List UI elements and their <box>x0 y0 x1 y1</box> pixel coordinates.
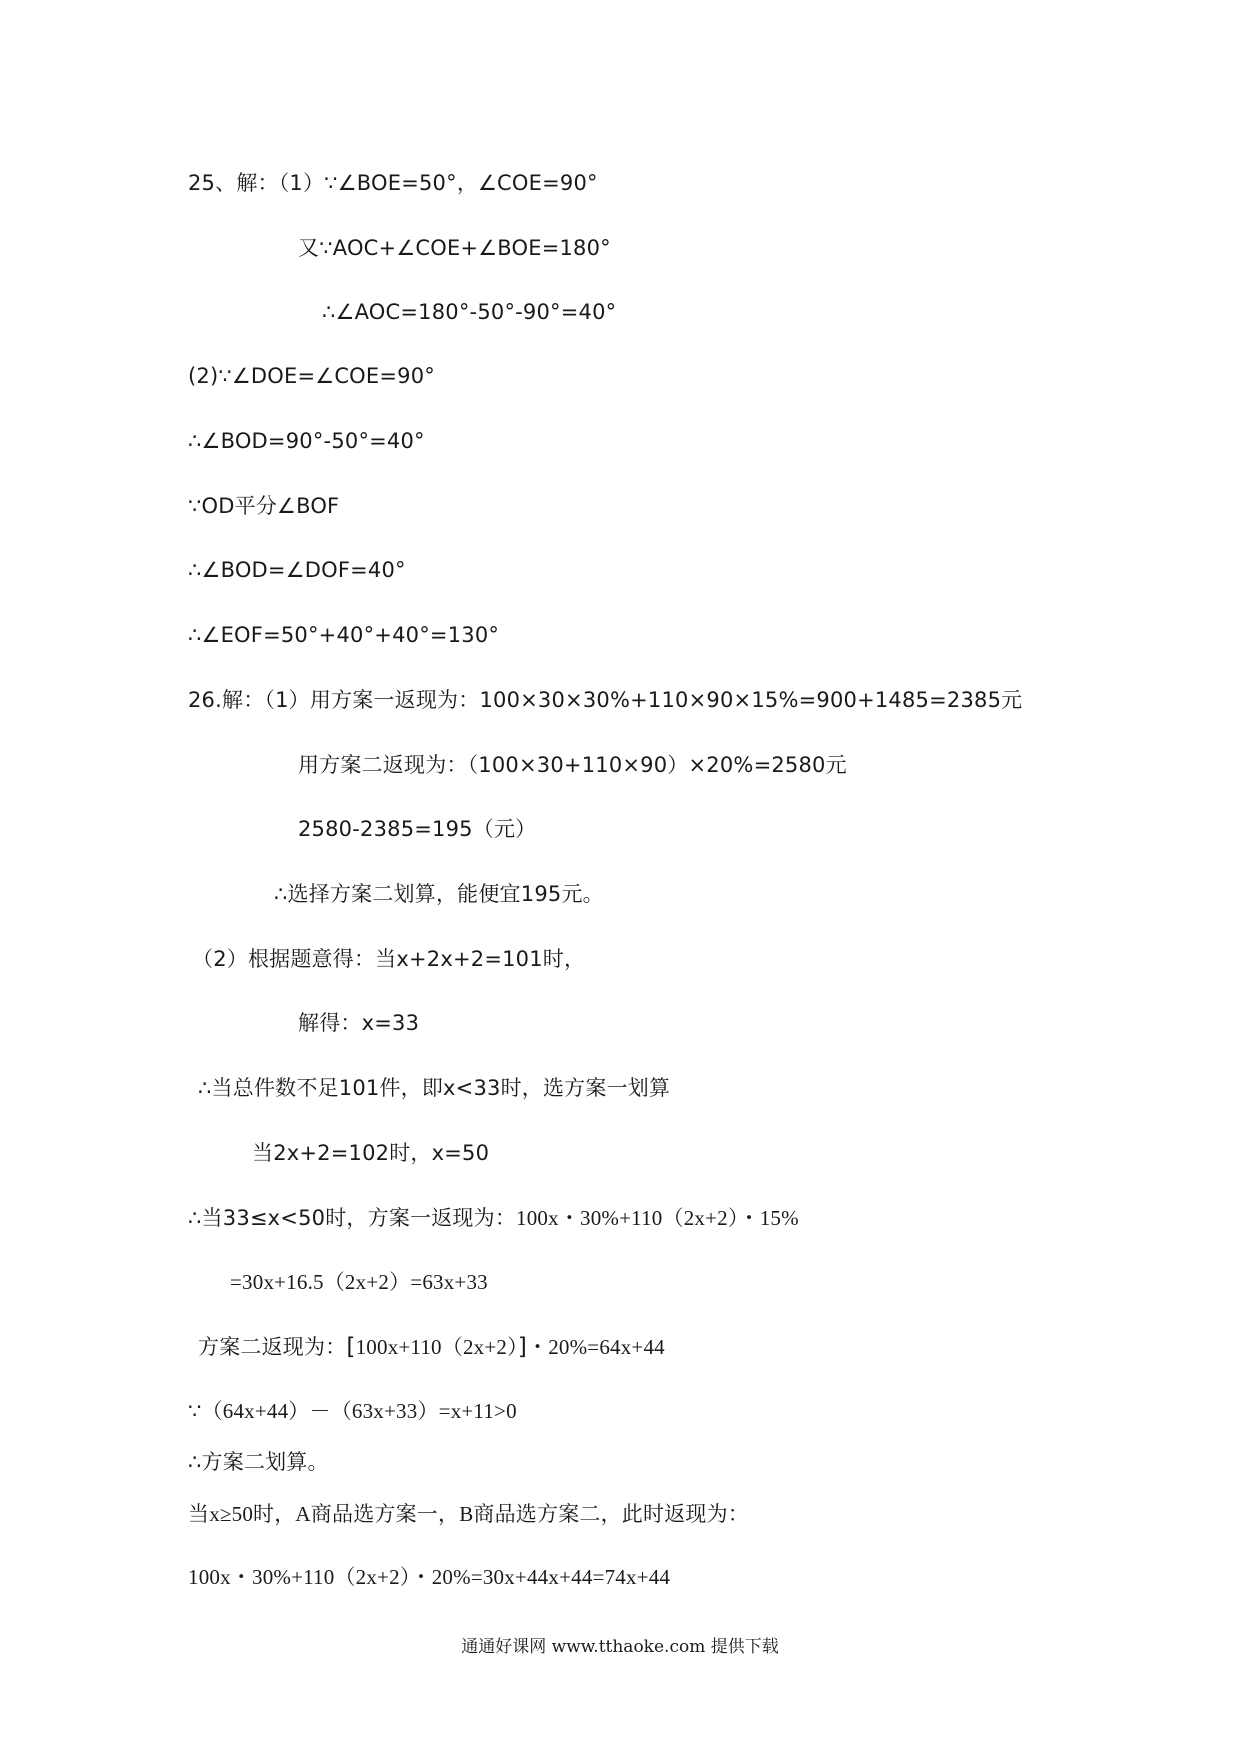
q26-case-33-50 <box>188 1204 799 1232</box>
q26-conclusion-1: ∴选择方案二划算，能便宜195元。 <box>274 882 604 906</box>
q25-step-aoc: ∴∠AOC=180°-50°-90°=40° <box>322 300 617 324</box>
q25-step-sum: 又∵AOC+∠COE+∠BOE=180° <box>298 236 611 260</box>
q26-comparison: ∵（64x+44）－（63x+33）=x+11>0 <box>188 1399 517 1423</box>
q26-plan2-inner: 100x+110（2x+2） <box>355 1335 518 1359</box>
q26-conclusion-2: ∴方案二划算。 <box>188 1450 329 1474</box>
q26-case-33-50-prefix: ∴当33≤x<50时，方案一返现为： <box>188 1206 517 1230</box>
q25-part2-header: (2)∵∠DOE=∠COE=90° <box>188 364 436 388</box>
q25-step-bod: ∴∠BOD=90°-50°=40° <box>188 429 425 453</box>
q26-difference: 2580-2385=195（元） <box>298 817 537 841</box>
q26-final-expression: 100x・30%+110（2x+2）・20%=30x+44x+44=74x+44 <box>188 1565 671 1589</box>
right-bracket: ] <box>517 1334 527 1360</box>
q26-plan1-expression: 100x・30%+110（2x+2）・15% <box>516 1206 799 1230</box>
q26-solve-x33: 解得：x=33 <box>298 1011 420 1035</box>
q26-plan2-prefix: 方案二返现为： <box>198 1335 347 1359</box>
q25-step-dof: ∴∠BOD=∠DOF=40° <box>188 558 406 582</box>
q26-case-under-101: ∴当总件数不足101件，即x<33时，选方案一划算 <box>198 1076 671 1100</box>
q26-plan2-expression <box>198 1333 665 1361</box>
q26-header: 26.解：（1）用方案一返现为：100×30×30%+110×90×15%=900+1485=2385元 <box>188 688 1023 712</box>
q25-header: 25、解：（1）∵∠BOE=50°，∠COE=90° <box>188 171 598 195</box>
q26-plan2-tail: ・20%=64x+44 <box>527 1335 665 1359</box>
left-bracket: [ <box>346 1334 356 1360</box>
q26-solve-x50: 当2x+2=102时，x=50 <box>252 1141 490 1165</box>
q26-case-over-50: 当x≥50时，A商品选方案一，B商品选方案二，此时返现为： <box>188 1502 749 1526</box>
q26-plan1-simplified: =30x+16.5（2x+2）=63x+33 <box>230 1270 488 1294</box>
q26-plan2-return: 用方案二返现为：（100×30+110×90）×20%=2580元 <box>298 753 847 777</box>
q25-step-eof: ∴∠EOF=50°+40°+40°=130° <box>188 623 500 647</box>
page-footer: 通通好课网 www.tthaoke.com 提供下载 <box>461 1637 779 1657</box>
q26-part2-header: （2）根据题意得：当x+2x+2=101时， <box>192 947 586 971</box>
q25-step-bisect: ∵OD平分∠BOF <box>188 494 340 518</box>
